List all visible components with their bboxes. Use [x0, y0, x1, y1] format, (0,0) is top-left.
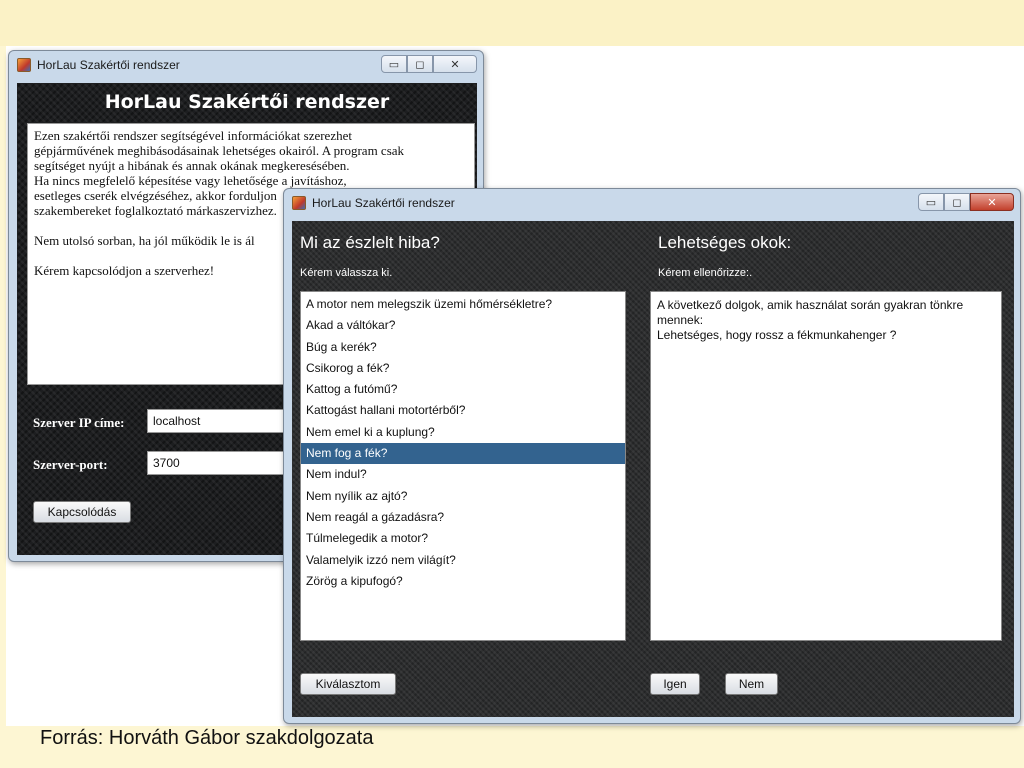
fault-item[interactable]: Búg a kerék? [306, 339, 377, 354]
causes-heading: Lehetséges okok: [658, 233, 792, 252]
causes-instruction: Kérem ellenőrizze:. [658, 267, 753, 279]
intro-line: esetleges cserék elvégzéséhez, akkor forduljon [34, 188, 277, 203]
fault-list[interactable] [300, 291, 626, 641]
maximize-button[interactable] [407, 55, 433, 73]
minimize-button[interactable] [918, 193, 944, 211]
fault-item-selected[interactable]: Nem fog a fék? [301, 443, 625, 464]
java-app-icon [17, 58, 31, 72]
select-button[interactable]: Kiválasztom [300, 673, 396, 695]
fault-item[interactable]: Nem reagál a gázadásra? [306, 509, 445, 524]
server-ip-label: Szerver IP címe: [33, 415, 125, 430]
close-icon: ✕ [987, 196, 997, 209]
app-heading: HorLau Szakértői rendszer [104, 91, 390, 113]
diagnosis-panel [292, 221, 1014, 717]
diagnosis-window-titlebar[interactable] [284, 189, 1020, 217]
intro-line: Ezen szakértői rendszer segítségével információkat szerezhet [34, 128, 352, 143]
diagnosis-window [283, 188, 1021, 724]
connect-window-title: HorLau Szakértői rendszer [37, 58, 180, 72]
close-button[interactable] [970, 193, 1014, 211]
server-port-input[interactable]: 3700 [147, 451, 307, 475]
fault-instruction: Kérem válassza ki. [300, 267, 393, 279]
fault-item[interactable]: Nem nyílik az ajtó? [306, 488, 408, 503]
fault-item[interactable]: Valamelyik izzó nem világít? [306, 552, 456, 567]
minimize-button[interactable] [381, 55, 407, 73]
diagnosis-window-title: HorLau Szakértői rendszer [312, 196, 455, 210]
result-line: Lehetséges, hogy rossz a fékmunkahenger ? [657, 328, 897, 342]
close-icon: ✕ [450, 58, 460, 71]
close-button[interactable] [433, 55, 477, 73]
fault-item[interactable]: A motor nem melegszik üzemi hőmérsékletre? [306, 297, 553, 311]
connect-button[interactable]: Kapcsolódás [33, 501, 131, 523]
no-button[interactable]: Nem [725, 673, 778, 695]
causes-text-area[interactable] [650, 291, 1002, 641]
intro-line: Kérem kapcsolódjon a szerverhez! [34, 263, 215, 278]
fault-item[interactable]: Csikorog a fék? [306, 360, 390, 375]
yes-button[interactable]: Igen [650, 673, 700, 695]
connect-window-titlebar[interactable] [9, 51, 483, 79]
fault-heading: Mi az észlelt hiba? [300, 233, 440, 252]
fault-item[interactable]: Kattogást hallani motortérből? [306, 403, 466, 418]
fault-item[interactable]: Túlmelegedik a motor? [306, 531, 429, 546]
intro-line: Nem utolsó sorban, ha jól működik le is ál [34, 233, 255, 248]
fault-item[interactable]: Nem emel ki a kuplung? [306, 424, 435, 439]
window-controls [918, 193, 1014, 211]
intro-line: Ha nincs megfelelő képesítése vagy lehetősége a javításhoz, [34, 173, 347, 188]
minimize-icon: ▭ [388, 58, 400, 71]
intro-line: szakembereket foglalkoztató márkaszervizhez. [34, 203, 277, 218]
maximize-icon: ◻ [415, 58, 425, 71]
intro-line: gépjárművének meghibásodásainak lehetséges okairól. A program csak [34, 143, 405, 158]
maximize-button[interactable] [944, 193, 970, 211]
java-app-icon [292, 196, 306, 210]
fault-item[interactable]: Akad a váltókar? [306, 318, 396, 333]
server-port-label: Szerver-port: [33, 457, 108, 472]
server-ip-input[interactable]: localhost [147, 409, 307, 433]
slide-top-band [0, 0, 1024, 46]
intro-line: segítséget nyújt a hibának és annak okának megkeresésében. [34, 158, 350, 173]
fault-item[interactable]: Zörög a kipufogó? [306, 573, 403, 588]
fault-item[interactable]: Kattog a futómű? [306, 382, 398, 397]
result-line: mennek: [657, 313, 704, 327]
minimize-icon: ▭ [925, 196, 937, 209]
window-controls [381, 55, 477, 73]
fault-item[interactable]: Nem indul? [306, 467, 367, 482]
source-caption: Forrás: Horváth Gábor szakdolgozata [40, 727, 374, 749]
maximize-icon: ◻ [952, 196, 962, 209]
result-line: A következő dolgok, amik használat során gyakran tönkre [657, 298, 964, 312]
